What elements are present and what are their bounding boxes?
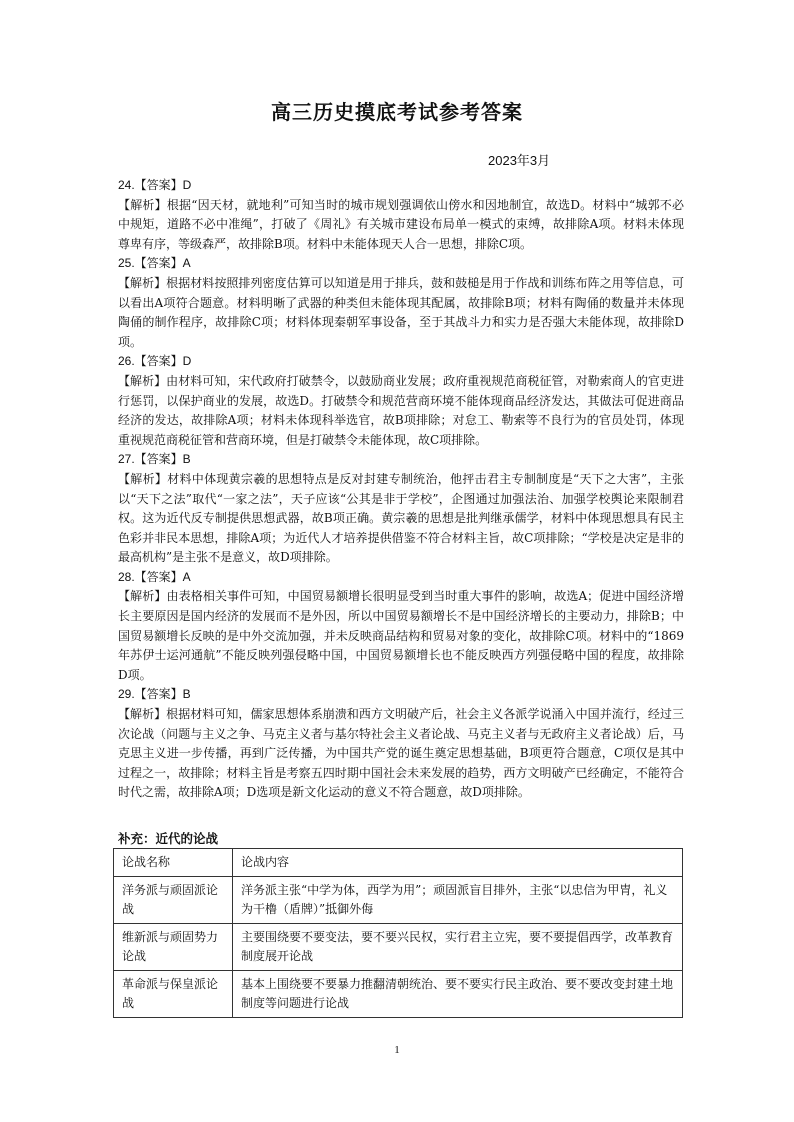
analysis-paragraph: 【解析】由材料可知，宋代政府打破禁令，以鼓励商业发展；政府重视规范商税征管，对勒索商人的官吏进行惩罚，以保护商业的发展，故选D。打破禁令和规范营商环境不能体现商品经济发达，其做法可促进商品经济的发达，故排除A项；材料未体现科举选官，故B项排除；对怠工、勒索等不良行为的官员处罚，体现重视规范商税征管和营商环境，但是打破禁令未能体现，故C项排除。	[118, 373, 684, 447]
table-row	[114, 877, 683, 924]
answer-line: 26.【答案】D	[118, 354, 192, 369]
analysis-paragraph: 【解析】根据材料可知，儒家思想体系崩溃和西方文明破产后，社会主义各派学说涌入中国并流行，经过三次论战（问题与主义之争、马克主义者与基尔特社会主义者论战、马克主义者与无政府主义者论战）后，马克思主义进一步传播，再到广泛传播，为中国共产党的诞生奠定思想基础，B项更符合题意，C项仅是其中过程之一，故排除；材料主旨是考察五四时期中国社会未来发展的趋势，西方文明破产已经确定，不能符合时代之需，故排除A项；D选项是新文化运动的意义不符合题意，故D项排除。	[118, 707, 684, 800]
table-row	[114, 924, 683, 971]
table-cell-name: 革命派与保皇派论战	[114, 971, 233, 1018]
debates-table	[113, 848, 683, 1018]
table-header-cell: 论战名称	[114, 849, 233, 877]
answer-item	[118, 450, 684, 568]
answer-item	[118, 685, 684, 803]
analysis-paragraph: 【解析】材料中体现黄宗羲的思想特点是反对封建专制统治，他抨击君主专制制度是“天下之大害”，主张以“天下之法”取代“一家之法”，天子应该“公其是非于学校”，企图通过加强法治、加强学校舆论来限制君权。这为近代反专制提供思想武器，故B项正确。黄宗羲的思想是批判继承儒学，材料中体现思想具有民主色彩并非民本思想，排除A项；为近代人才培养提供借鉴不符合材料主旨，故C项排除；“学校是决定是非的最高机构”是主张不是意义，故D项排除。	[118, 471, 684, 565]
analysis-paragraph: 【解析】根据材料按照排列密度估算可以知道是用于排兵，鼓和鼓槌是用于作战和训练布阵之用等信息，可以看出A项符合题意。材料明晰了武器的种类但未能体现其配属，故排除B项；材料有陶俑的数量并未体现陶俑的制作程序，故排除C项；材料体现秦朝军事设备，至于其战斗力和实力是否强大未能体现，故排除D项。	[118, 275, 684, 349]
answers-section	[118, 176, 684, 803]
table-cell-content: 主要围绕要不要变法，要不要兴民权，实行君主立宪，要不要提倡西学，改革教育制度展开论战	[233, 924, 683, 971]
answer-item	[118, 254, 684, 352]
table-cell-name: 洋务派与顽固派论战	[114, 877, 233, 924]
answer-line: 28.【答案】A	[118, 569, 191, 584]
table-header-row	[114, 849, 683, 877]
table-cell-content: 洋务派主张“中学为体，西学为用”；顽固派盲目排外，主张“以忠信为甲胄，礼义为干橹（盾牌）”抵御外侮	[233, 877, 683, 924]
answer-line: 27.【答案】B	[118, 452, 191, 467]
table-header-cell: 论战内容	[233, 849, 683, 877]
answer-item	[118, 352, 684, 450]
answer-line: 29.【答案】B	[118, 687, 191, 702]
analysis-paragraph: 【解析】根据“因天材，就地利”可知当时的城市规划强调依山傍水和因地制宜，故选D。材料中“城郭不必中规矩，道路不必中准绳”，打破了《周礼》有关城市建设布局单一模式的束缚，故排除A项。材料未体现尊卑有序，等级森严，故排除B项。材料中未能体现天人合一思想，排除C项。	[118, 197, 684, 251]
answer-line: 24.【答案】D	[118, 178, 192, 192]
table-cell-name: 维新派与顽固势力论战	[114, 924, 233, 971]
table-row	[114, 971, 683, 1018]
analysis-paragraph: 【解析】由表格相关事件可知，中国贸易额增长很明显受到当时重大事件的影响，故选A；促进中国经济增长主要原因是国内经济的发展而不是外因，所以中国贸易额增长不是中国经济增长的主要动力，排除B；中国贸易额增长反映的是中外交流加强，并未反映商品结构和贸易对象的变化，故排除C项。材料中的“1869年苏伊士运河通航”不能反映列强侵略中国，中国贸易额增长也不能反映西方列强侵略中国的程度，故排除D项。	[118, 589, 684, 682]
document-date: 2023年3月	[488, 153, 551, 168]
answer-item	[118, 568, 684, 686]
document-title: 高三历史摸底考试参考答案	[271, 100, 523, 124]
answer-line: 25.【答案】A	[118, 256, 191, 271]
table-cell-content: 基本上围绕要不要暴力推翻清朝统治、要不要实行民主政治、要不要改变封建土地制度等问题进行论战	[233, 971, 683, 1018]
page-number: 1	[394, 1044, 400, 1056]
supplement-title: 补充：近代的论战	[118, 831, 219, 846]
answer-item	[118, 176, 684, 254]
